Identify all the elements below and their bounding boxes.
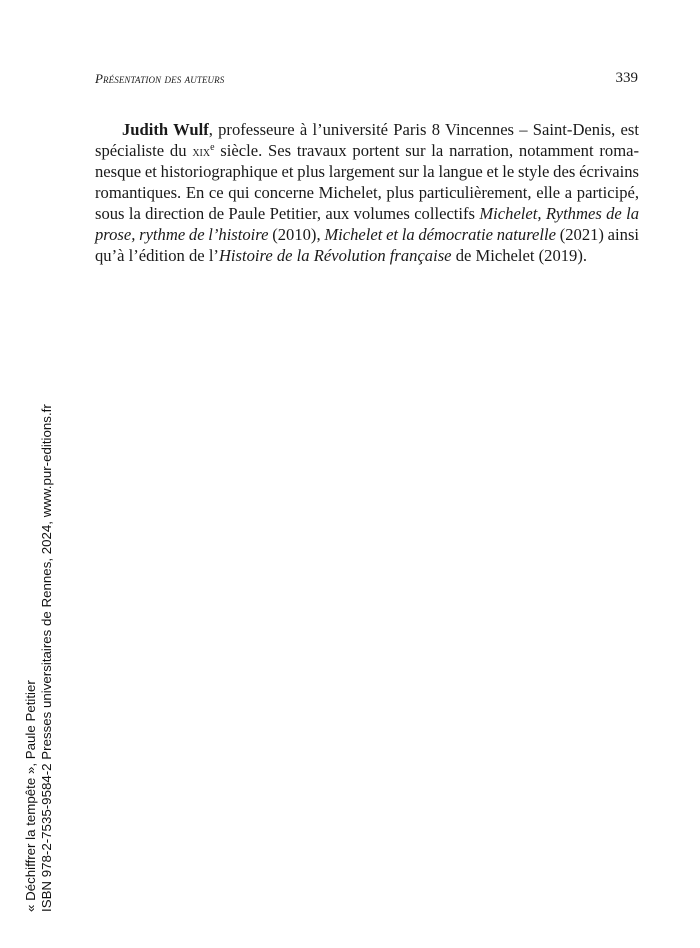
text: (2021) ainsi [556, 225, 640, 244]
text-line [95, 224, 639, 245]
text-line [95, 245, 639, 266]
running-head: Présentation des auteurs [95, 71, 225, 86]
century: xix [192, 144, 211, 160]
book-title: Michelet et la démocratie naturelle [324, 225, 557, 244]
text-line: romantiques. En ce qui concerne Michelet, plus particulièrement, elle a participé, [95, 183, 639, 202]
text-line [95, 119, 639, 140]
text-line: nesque et historiographique et plus largement sur la langue et le style des écrivains [95, 162, 639, 181]
author-name: Judith Wulf [122, 120, 209, 139]
text: spécialiste du [95, 141, 193, 160]
book-title: Michelet, Rythmes de la [479, 204, 639, 223]
text: , professeure à l’université Paris 8 Vincennes – Saint-Denis, est [208, 120, 639, 139]
text: (2010), [268, 225, 325, 244]
book-title: Histoire de la Révolution française [218, 246, 452, 265]
text-line [95, 140, 639, 161]
book-title: prose, rythme de l’histoire [95, 225, 269, 244]
sidebar-line-isbn: ISBN 978-2-7535-9584-2 Presses universitaires de Rennes, 2024, www.pur-editions.fr [39, 404, 54, 912]
sidebar-line-title: « Déchiffrer la tempête », Paule Petitier [23, 680, 38, 912]
text: de Michelet (2019). [451, 246, 588, 265]
page-number: 339 [615, 70, 638, 86]
text-line [95, 203, 639, 224]
copyright-sidebar [23, 404, 55, 912]
text: sous la direction de Paule Petitier, aux volumes collectifs [95, 204, 480, 223]
text: siècle. Ses travaux portent sur la narration, notamment roma- [214, 141, 639, 160]
superscript: e [210, 142, 215, 154]
author-bio-paragraph [95, 119, 639, 266]
text: qu’à l’édition de l’ [95, 246, 219, 265]
